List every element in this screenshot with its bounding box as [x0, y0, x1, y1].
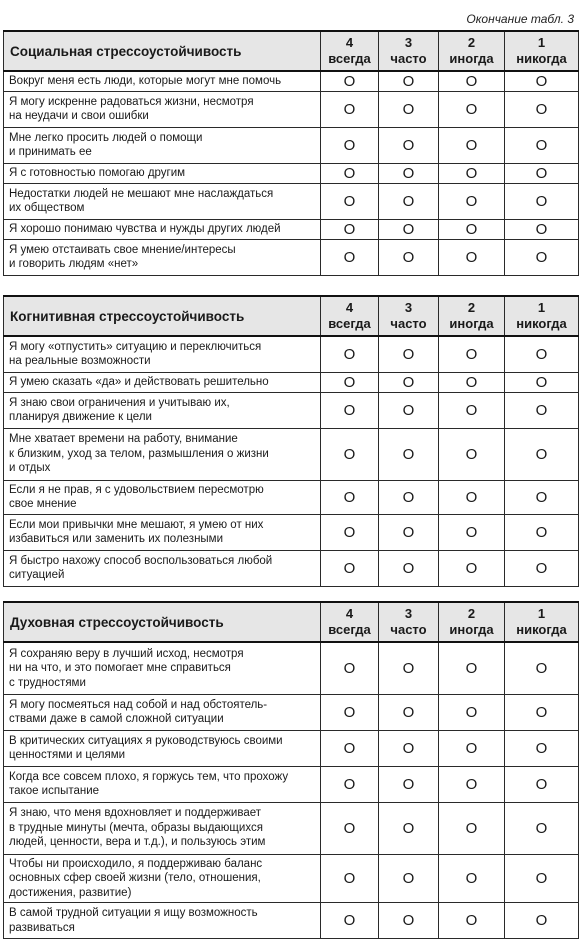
answer-circle-никогда[interactable]: O [505, 127, 579, 163]
statement-cell [4, 372, 321, 392]
answer-circle-всегда[interactable]: O [321, 550, 379, 586]
answer-circle-иногда[interactable]: O [439, 428, 505, 480]
option-number: 3 [404, 35, 413, 50]
statement-text: Я сохраняю веру в лучший исход, несмотря ни на что, и это помогает мне справиться с трудностями [9, 647, 244, 689]
answer-circle-часто[interactable]: O [379, 91, 439, 127]
answer-circle-часто[interactable]: O [379, 71, 439, 91]
statement-cell [4, 730, 321, 766]
answer-circle-иногда[interactable]: O [439, 514, 505, 550]
statement-cell [4, 336, 321, 372]
answer-circle-всегда[interactable]: O [321, 183, 379, 219]
answer-circle-часто[interactable]: O [379, 642, 439, 694]
statement-text: Мне легко просить людей о помощи и принимать ее [9, 131, 203, 158]
statement-text: Я с готовностью помогаю другим [9, 166, 186, 179]
answer-circle-иногда[interactable]: O [439, 642, 505, 694]
option-header-всегда [321, 31, 379, 71]
option-header-никогда [505, 602, 579, 642]
section-title: Социальная стрессоустойчивость [4, 31, 321, 71]
option-number: 4 [345, 606, 354, 621]
answer-circle-часто[interactable]: O [379, 802, 439, 854]
option-number: 3 [404, 300, 413, 315]
answer-circle-часто[interactable]: O [379, 854, 439, 903]
statement-cell [4, 392, 321, 428]
answer-circle-иногда[interactable]: O [439, 730, 505, 766]
answer-circle-никогда[interactable]: O [505, 854, 579, 903]
table-row [4, 71, 579, 91]
table-row [4, 854, 579, 903]
option-label: часто [390, 51, 427, 66]
answer-circle-часто[interactable]: O [379, 392, 439, 428]
cognitive-stress-table [3, 295, 579, 587]
answer-circle-никогда[interactable]: O [505, 694, 579, 730]
answer-circle-часто[interactable]: O [379, 219, 439, 239]
answer-circle-всегда[interactable]: O [321, 392, 379, 428]
answer-circle-часто[interactable]: O [379, 372, 439, 392]
answer-circle-никогда[interactable]: O [505, 239, 579, 275]
answer-circle-иногда[interactable]: O [439, 480, 505, 514]
answer-circle-никогда[interactable]: O [505, 183, 579, 219]
statement-text: Я быстро нахожу способ воспользоваться любой ситуацией [9, 554, 273, 581]
option-number: 1 [537, 300, 546, 315]
table-row [4, 514, 579, 550]
answer-circle-всегда[interactable]: O [321, 730, 379, 766]
answer-circle-всегда[interactable]: O [321, 219, 379, 239]
statement-cell [4, 163, 321, 183]
answer-circle-никогда[interactable]: O [505, 514, 579, 550]
answer-circle-иногда[interactable]: O [439, 854, 505, 903]
statement-cell [4, 694, 321, 730]
answer-circle-никогда[interactable]: O [505, 219, 579, 239]
statement-cell [4, 550, 321, 586]
answer-circle-всегда[interactable]: O [321, 163, 379, 183]
option-header-часто [379, 31, 439, 71]
option-number: 4 [345, 35, 354, 50]
answer-circle-никогда[interactable]: O [505, 480, 579, 514]
table-row [4, 372, 579, 392]
statement-text: В критических ситуациях я руководствуюсь своими ценностями и целями [9, 734, 283, 761]
option-header-никогда [505, 31, 579, 71]
option-label: иногда [449, 316, 494, 331]
table-row [4, 392, 579, 428]
option-number: 2 [467, 300, 476, 315]
answer-circle-всегда[interactable]: O [321, 854, 379, 903]
statement-cell [4, 480, 321, 514]
option-label: никогда [516, 51, 567, 66]
answer-circle-иногда[interactable]: O [439, 91, 505, 127]
answer-circle-часто[interactable]: O [379, 766, 439, 802]
answer-circle-иногда[interactable]: O [439, 694, 505, 730]
table-row [4, 428, 579, 480]
table-row [4, 480, 579, 514]
answer-circle-часто[interactable]: O [379, 550, 439, 586]
option-label: иногда [449, 51, 494, 66]
statement-cell [4, 183, 321, 219]
statement-text: Я могу посмеяться над собой и над обстоятель- ствами даже в самой сложной ситуации [9, 698, 268, 725]
statement-text: Я знаю, что меня вдохновляет и поддерживает в трудные минуты (мечта, образы выдающихся людей, ценности, вера и т.д.), и пользуюсь этим [9, 807, 266, 849]
option-number: 1 [537, 606, 546, 621]
answer-circle-часто[interactable]: O [379, 903, 439, 939]
option-header-часто [379, 296, 439, 336]
section-title: Духовная стрессоустойчивость [4, 602, 321, 642]
answer-circle-всегда[interactable]: O [321, 239, 379, 275]
answer-circle-никогда[interactable]: O [505, 372, 579, 392]
table-row [4, 642, 579, 694]
answer-circle-всегда[interactable]: O [321, 71, 379, 91]
answer-circle-иногда[interactable]: O [439, 802, 505, 854]
table-row [4, 766, 579, 802]
option-label: всегда [328, 316, 371, 331]
answer-circle-всегда[interactable]: O [321, 428, 379, 480]
option-number: 3 [404, 606, 413, 621]
statement-cell [4, 854, 321, 903]
statement-text: Если мои привычки мне мешают, я умею от них избавиться или заменить их полезными [9, 518, 264, 545]
option-number: 4 [345, 300, 354, 315]
option-header-никогда [505, 296, 579, 336]
answer-circle-всегда[interactable]: O [321, 903, 379, 939]
answer-circle-никогда[interactable]: O [505, 428, 579, 480]
answer-circle-никогда[interactable]: O [505, 730, 579, 766]
option-label: часто [390, 622, 427, 637]
statement-cell [4, 239, 321, 275]
statement-cell [4, 91, 321, 127]
statement-cell [4, 514, 321, 550]
answer-circle-всегда[interactable]: O [321, 127, 379, 163]
answer-circle-часто[interactable]: O [379, 127, 439, 163]
statement-text: Вокруг меня есть люди, которые могут мне помочь [9, 75, 282, 87]
social-stress-table [3, 30, 579, 276]
table-row [4, 91, 579, 127]
answer-circle-никогда[interactable]: O [505, 336, 579, 372]
statement-text: Я хорошо понимаю чувства и нужды других людей [9, 222, 281, 235]
answer-circle-часто[interactable]: O [379, 336, 439, 372]
option-label: никогда [516, 316, 567, 331]
answer-circle-иногда[interactable]: O [439, 163, 505, 183]
statement-text: Когда все совсем плохо, я горжусь тем, что прохожу такое испытание [9, 770, 289, 797]
option-header-часто [379, 602, 439, 642]
answer-circle-часто[interactable]: O [379, 730, 439, 766]
statement-text: Я знаю свои ограничения и учитываю их, планируя движение к цели [9, 396, 230, 423]
answer-circle-всегда[interactable]: O [321, 514, 379, 550]
option-number: 2 [467, 606, 476, 621]
option-header-иногда [439, 31, 505, 71]
answer-circle-часто[interactable]: O [379, 514, 439, 550]
option-label: всегда [328, 51, 371, 66]
statement-cell [4, 802, 321, 854]
option-header-всегда [321, 296, 379, 336]
answer-circle-часто[interactable]: O [379, 239, 439, 275]
answer-circle-всегда[interactable]: O [321, 372, 379, 392]
answer-circle-никогда[interactable]: O [505, 802, 579, 854]
answer-circle-всегда[interactable]: O [321, 642, 379, 694]
table-row [4, 336, 579, 372]
option-label: всегда [328, 622, 371, 637]
answer-circle-иногда[interactable]: O [439, 903, 505, 939]
statement-cell [4, 766, 321, 802]
table-row [4, 802, 579, 854]
answer-circle-иногда[interactable]: O [439, 392, 505, 428]
statement-text: Мне хватает времени на работу, внимание к близким, уход за телом, размышления о жизни и отдых [9, 433, 269, 475]
answer-circle-всегда[interactable]: O [321, 480, 379, 514]
answer-circle-никогда[interactable]: O [505, 71, 579, 91]
answer-circle-никогда[interactable]: O [505, 163, 579, 183]
option-header-иногда [439, 602, 505, 642]
answer-circle-никогда[interactable]: O [505, 766, 579, 802]
answer-circle-всегда[interactable]: O [321, 802, 379, 854]
answer-circle-иногда[interactable]: O [439, 766, 505, 802]
option-label: иногда [449, 622, 494, 637]
answer-circle-никогда[interactable]: O [505, 903, 579, 939]
answer-circle-часто[interactable]: O [379, 163, 439, 183]
answer-circle-всегда[interactable]: O [321, 91, 379, 127]
statement-text: Чтобы ни происходило, я поддерживаю баланс основных сфер своей жизни (тело, отношения, достижения, развитие) [9, 857, 263, 899]
spiritual-stress-table [3, 601, 579, 939]
statement-text: Я умею сказать «да» и действовать решительно [9, 375, 269, 388]
answer-circle-всегда[interactable]: O [321, 766, 379, 802]
table-row [4, 127, 579, 163]
answer-circle-всегда[interactable]: O [321, 336, 379, 372]
table-row [4, 239, 579, 275]
answer-circle-никогда[interactable]: O [505, 550, 579, 586]
answer-circle-часто[interactable]: O [379, 694, 439, 730]
option-number: 2 [467, 35, 476, 50]
option-label: никогда [516, 622, 567, 637]
answer-circle-часто[interactable]: O [379, 183, 439, 219]
answer-circle-всегда[interactable]: O [321, 694, 379, 730]
answer-circle-иногда[interactable]: O [439, 550, 505, 586]
answer-circle-никогда[interactable]: O [505, 392, 579, 428]
statement-text: Я могу «отпустить» ситуацию и переключиться на реальные возможности [9, 340, 262, 368]
answer-circle-иногда[interactable]: O [439, 336, 505, 372]
option-number: 1 [537, 35, 546, 50]
statement-cell [4, 642, 321, 694]
option-label: часто [390, 316, 427, 331]
answer-circle-иногда[interactable]: O [439, 219, 505, 239]
table-row [4, 219, 579, 239]
answer-circle-часто[interactable]: O [379, 480, 439, 514]
table-row [4, 694, 579, 730]
statement-text: В самой трудной ситуации я ищу возможность развиваться [9, 907, 258, 934]
statement-cell [4, 127, 321, 163]
answer-circle-никогда[interactable]: O [505, 642, 579, 694]
table-row [4, 163, 579, 183]
section-title: Когнитивная стрессоустойчивость [4, 296, 321, 336]
option-header-иногда [439, 296, 505, 336]
table-row [4, 903, 579, 939]
answer-circle-иногда[interactable]: O [439, 71, 505, 91]
table-row [4, 550, 579, 586]
statement-text: Я умею отстаивать свое мнение/интересы и говорить людям «нет» [9, 243, 236, 270]
answer-circle-иногда[interactable]: O [439, 127, 505, 163]
answer-circle-иногда[interactable]: O [439, 372, 505, 392]
answer-circle-часто[interactable]: O [379, 428, 439, 480]
table-row [4, 183, 579, 219]
statement-cell [4, 903, 321, 939]
option-header-всегда [321, 602, 379, 642]
statement-cell [4, 71, 321, 91]
statement-cell [4, 219, 321, 239]
answer-circle-никогда[interactable]: O [505, 91, 579, 127]
statement-text: Если я не прав, я с удовольствием пересмотрю свое мнение [9, 483, 264, 510]
answer-circle-иногда[interactable]: O [439, 183, 505, 219]
statement-text: Я могу искренне радоваться жизни, несмотря на неудачи и свои ошибки [9, 95, 254, 122]
statement-text: Недостатки людей не мешают мне наслаждаться их обществом [9, 187, 274, 214]
table-caption: Окончание табл. 3 [466, 12, 574, 26]
table-row [4, 730, 579, 766]
answer-circle-иногда[interactable]: O [439, 239, 505, 275]
statement-cell [4, 428, 321, 480]
